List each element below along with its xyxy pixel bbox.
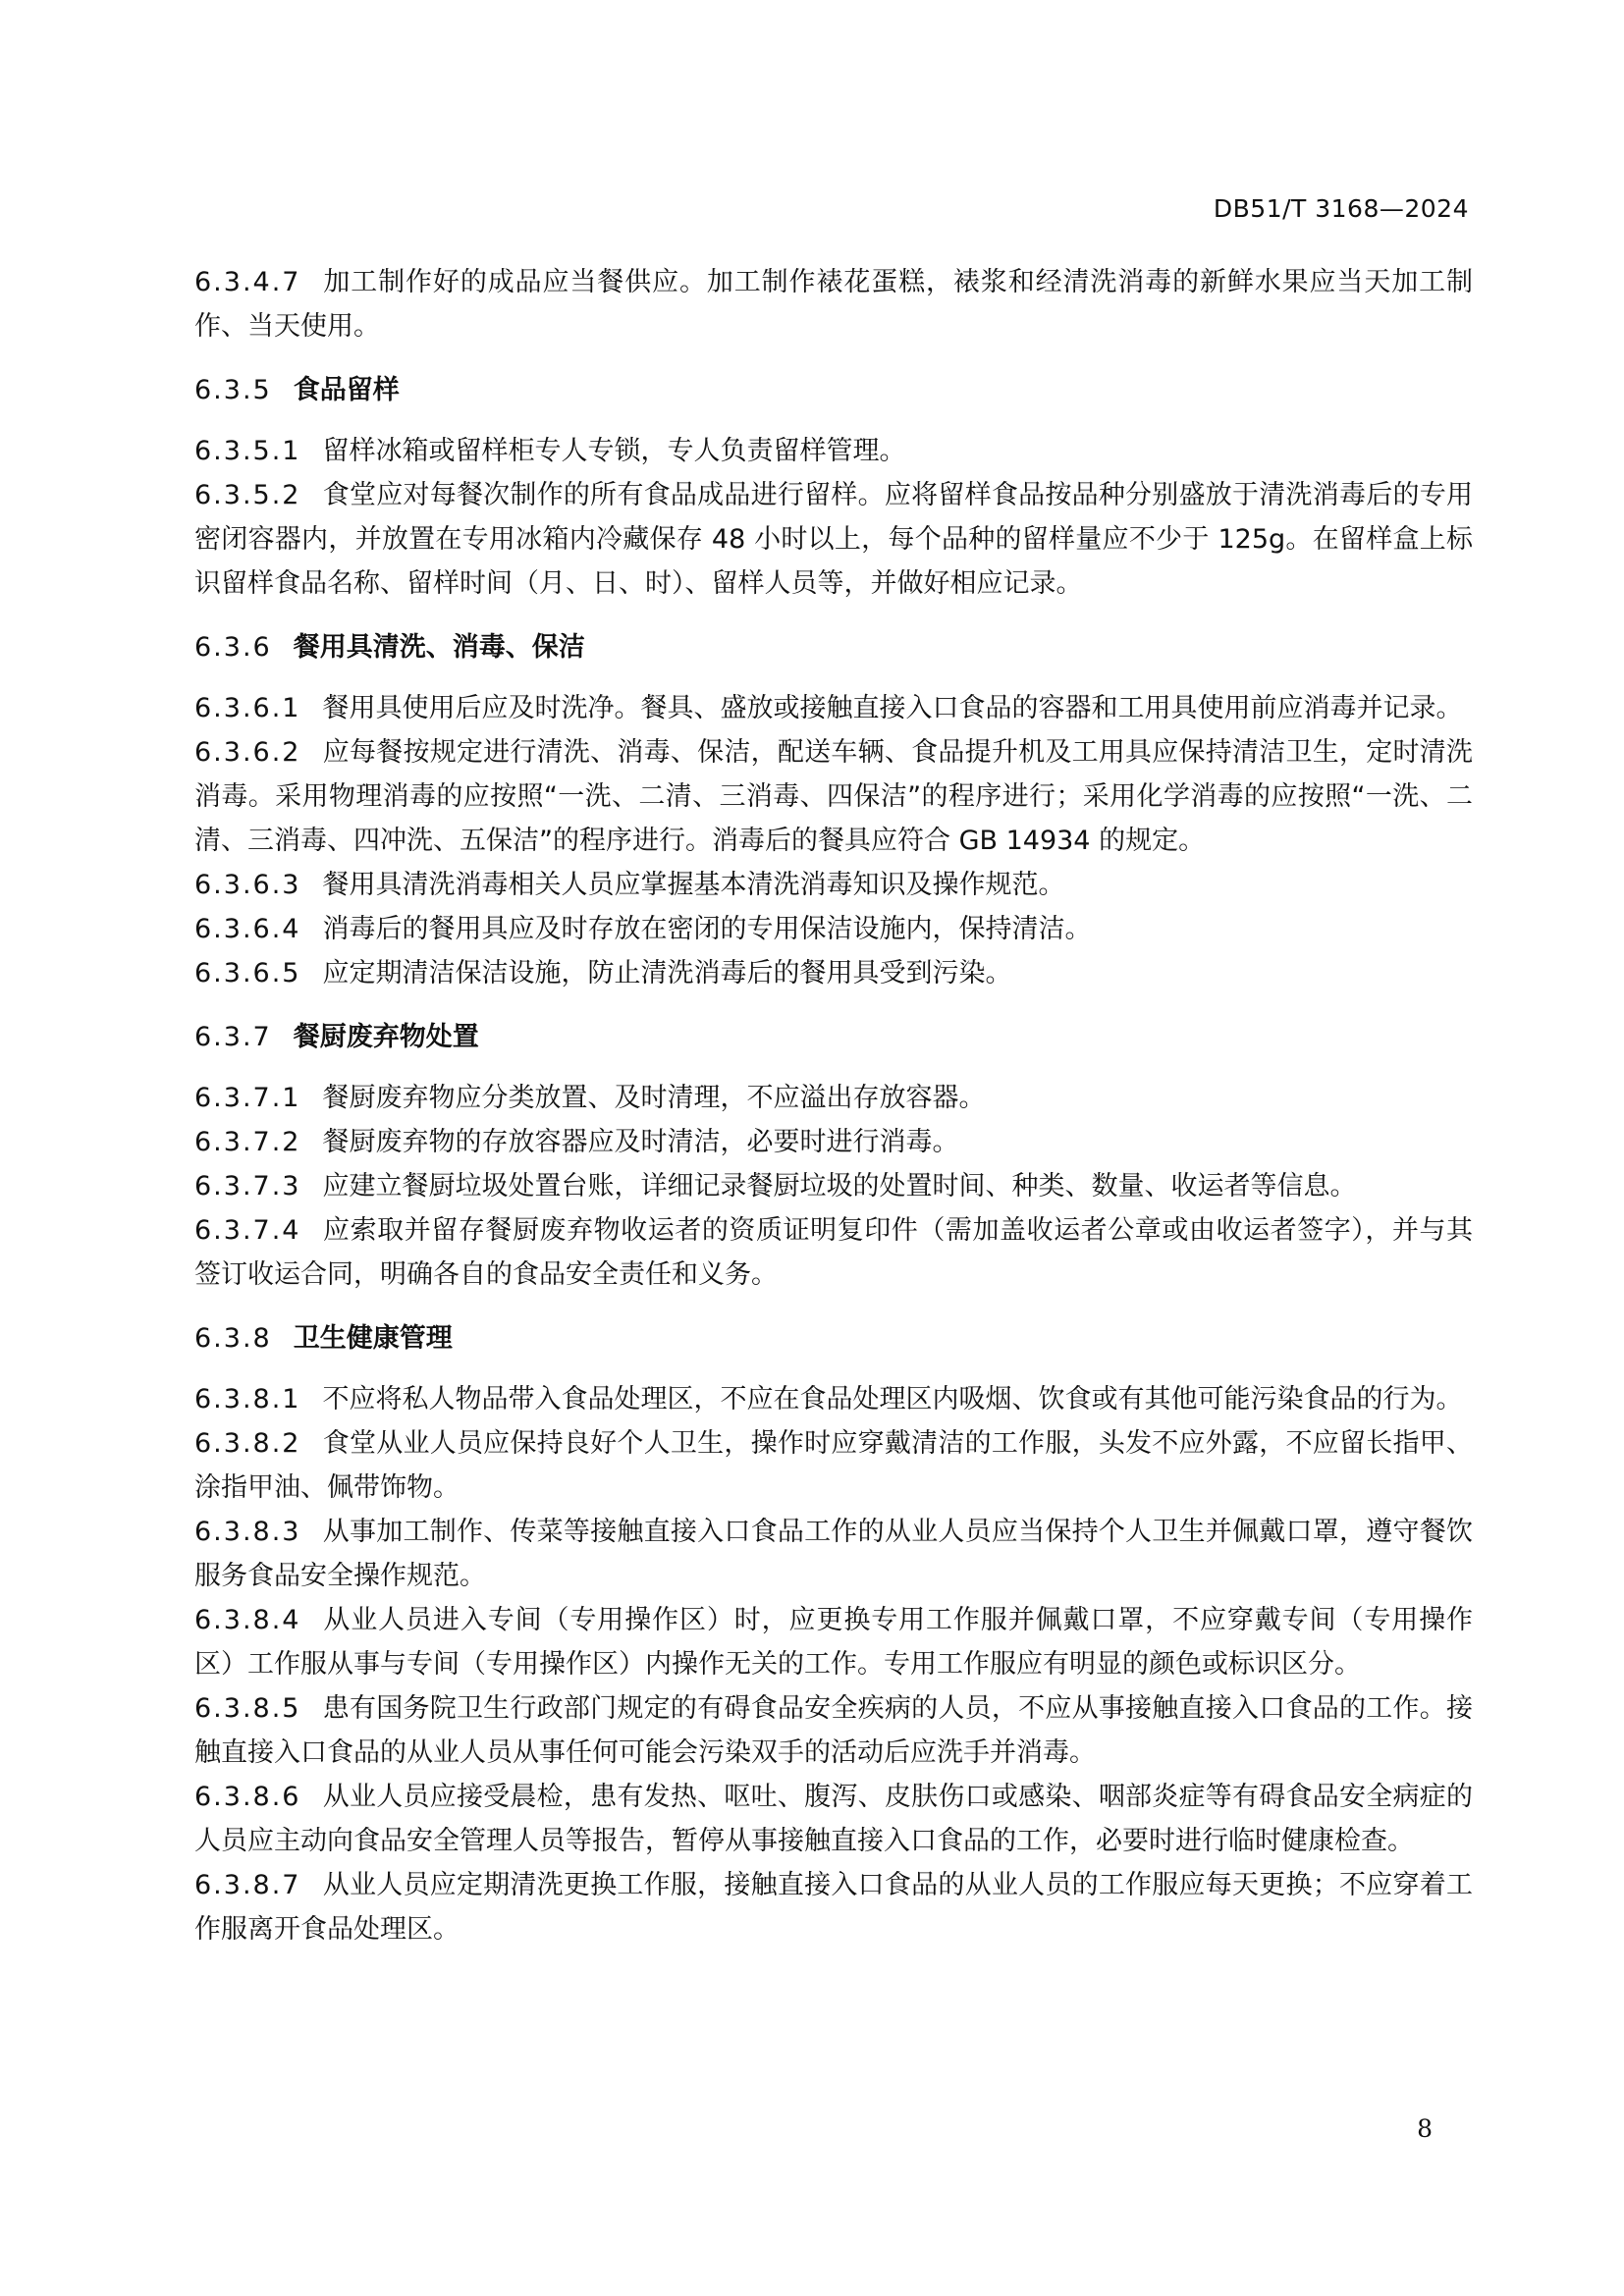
clause-text: 应建立餐厨垃圾处置台账，详细记录餐厨垃圾的处置时间、种类、数量、收运者等信息。	[322, 1171, 1357, 1201]
section-title: 食品留样	[293, 375, 400, 405]
clause-text: 患有国务院卫生行政部门规定的有碍食品安全疾病的人员，不应从事接触直接入口食品的工作。接触直接入口食品的从业人员从事任何可能会污染双手的活动后应洗手并消毒。	[194, 1693, 1473, 1768]
section-heading-6-3-7	[194, 1015, 1473, 1059]
clause-6-3-8-7	[194, 1863, 1473, 1951]
section-title: 餐用具清洗、消毒、保洁	[293, 632, 585, 663]
section-title: 餐厨废弃物处置	[293, 1022, 479, 1052]
section-number: 6.3.7	[194, 1022, 272, 1052]
document-code-header: DB51/T 3168—2024	[1213, 194, 1469, 223]
clause-number: 6.3.5.2	[194, 480, 301, 510]
clause-number: 6.3.5.1	[194, 436, 301, 466]
clause-number: 6.3.7.2	[194, 1127, 301, 1157]
clause-number: 6.3.7.4	[194, 1215, 301, 1246]
clause-number: 6.3.6.4	[194, 914, 301, 944]
clause-text: 食堂从业人员应保持良好个人卫生，操作时应穿戴清洁的工作服，头发不应外露，不应留长指甲、涂指甲油、佩带饰物。	[194, 1428, 1473, 1503]
clause-6-3-7-3	[194, 1164, 1473, 1208]
clause-number: 6.3.4.7	[194, 267, 301, 297]
clause-text: 餐厨废弃物应分类放置、及时清理，不应溢出存放容器。	[322, 1083, 986, 1113]
clause-text: 从业人员应定期清洗更换工作服，接触直接入口食品的从业人员的工作服应每天更换；不应穿着工作服离开食品处理区。	[194, 1870, 1473, 1945]
clause-6-3-5-2	[194, 473, 1473, 606]
section-heading-6-3-8	[194, 1316, 1473, 1361]
clause-6-3-4-7	[194, 260, 1473, 348]
clause-text: 从事加工制作、传菜等接触直接入口食品工作的从业人员应当保持个人卫生并佩戴口罩，遵守餐饮服务食品安全操作规范。	[194, 1517, 1473, 1591]
clause-text: 应定期清洁保洁设施，防止清洗消毒后的餐用具受到污染。	[322, 958, 1012, 988]
clause-text: 加工制作好的成品应当餐供应。加工制作裱花蛋糕，裱浆和经清洗消毒的新鲜水果应当天加工制作、当天使用。	[194, 267, 1473, 342]
clause-number: 6.3.6.5	[194, 958, 301, 988]
section-heading-6-3-6	[194, 625, 1473, 669]
clause-6-3-6-4	[194, 907, 1473, 951]
document-body	[194, 260, 1473, 1951]
clause-text: 消毒后的餐用具应及时存放在密闭的专用保洁设施内，保持清洁。	[322, 914, 1092, 944]
clause-text: 留样冰箱或留样柜专人专锁，专人负责留样管理。	[322, 436, 906, 466]
section-number: 6.3.5	[194, 375, 272, 405]
clause-number: 6.3.8.2	[194, 1428, 301, 1459]
clause-6-3-8-6	[194, 1775, 1473, 1863]
clause-text: 食堂应对每餐次制作的所有食品成品进行留样。应将留样食品按品种分别盛放于清洗消毒后的专用密闭容器内，并放置在专用冰箱内冷藏保存 48 小时以上，每个品种的留样量应不少于 125g。在留样盒上标识留样食品名称、留样时间（月、日、时）、留样人员等，并做好相应记录。	[194, 480, 1473, 599]
clause-6-3-7-1	[194, 1076, 1473, 1120]
clause-text: 餐用具清洗消毒相关人员应掌握基本清洗消毒知识及操作规范。	[322, 870, 1065, 900]
clause-6-3-8-2	[194, 1421, 1473, 1510]
clause-6-3-6-5	[194, 951, 1473, 995]
clause-6-3-7-4	[194, 1208, 1473, 1297]
clause-text: 从业人员应接受晨检，患有发热、呕吐、腹泻、皮肤伤口或感染、咽部炎症等有碍食品安全病症的人员应主动向食品安全管理人员等报告，暂停从事接触直接入口食品的工作，必要时进行临时健康检查。	[194, 1782, 1473, 1856]
clause-6-3-5-1	[194, 429, 1473, 473]
clause-text: 应每餐按规定进行清洗、消毒、保洁，配送车辆、食品提升机及工用具应保持清洁卫生，定时清洗消毒。采用物理消毒的应按照“一洗、二清、三消毒、四保洁”的程序进行；采用化学消毒的应按照“一洗、二清、三消毒、四冲洗、五保洁”的程序进行。消毒后的餐具应符合 GB 14934 的规定。	[194, 737, 1473, 856]
clause-text: 餐用具使用后应及时洗净。餐具、盛放或接触直接入口食品的容器和工用具使用前应消毒并记录。	[322, 693, 1463, 723]
section-title: 卫生健康管理	[293, 1323, 453, 1354]
clause-text: 餐厨废弃物的存放容器应及时清洁，必要时进行消毒。	[322, 1127, 959, 1157]
clause-text: 应索取并留存餐厨废弃物收运者的资质证明复印件（需加盖收运者公章或由收运者签字），并与其签订收运合同，明确各自的食品安全责任和义务。	[194, 1215, 1473, 1290]
section-number: 6.3.6	[194, 632, 272, 663]
clause-number: 6.3.8.3	[194, 1517, 301, 1547]
clause-number: 6.3.8.1	[194, 1384, 301, 1415]
clause-number: 6.3.6.1	[194, 693, 301, 723]
section-heading-6-3-5	[194, 368, 1473, 412]
clause-6-3-6-3	[194, 863, 1473, 907]
clause-number: 6.3.7.3	[194, 1171, 301, 1201]
clause-6-3-6-1	[194, 686, 1473, 730]
clause-text: 不应将私人物品带入食品处理区，不应在食品处理区内吸烟、饮食或有其他可能污染食品的行为。	[322, 1384, 1463, 1415]
clause-number: 6.3.8.6	[194, 1782, 301, 1812]
clause-number: 6.3.8.7	[194, 1870, 301, 1900]
clause-6-3-7-2	[194, 1120, 1473, 1164]
clause-6-3-6-2	[194, 730, 1473, 863]
section-number: 6.3.8	[194, 1323, 272, 1354]
clause-number: 6.3.8.4	[194, 1605, 301, 1635]
clause-text: 从业人员进入专间（专用操作区）时，应更换专用工作服并佩戴口罩，不应穿戴专间（专用操作区）工作服从事与专间（专用操作区）内操作无关的工作。专用工作服应有明显的颜色或标识区分。	[194, 1605, 1473, 1680]
clause-number: 6.3.7.1	[194, 1083, 301, 1113]
clause-number: 6.3.8.5	[194, 1693, 301, 1724]
clause-6-3-8-5	[194, 1686, 1473, 1775]
clause-6-3-8-3	[194, 1510, 1473, 1598]
page-number: 8	[1417, 2114, 1433, 2143]
clause-6-3-8-4	[194, 1598, 1473, 1686]
clause-number: 6.3.6.3	[194, 870, 301, 900]
clause-number: 6.3.6.2	[194, 737, 301, 768]
clause-6-3-8-1	[194, 1377, 1473, 1421]
